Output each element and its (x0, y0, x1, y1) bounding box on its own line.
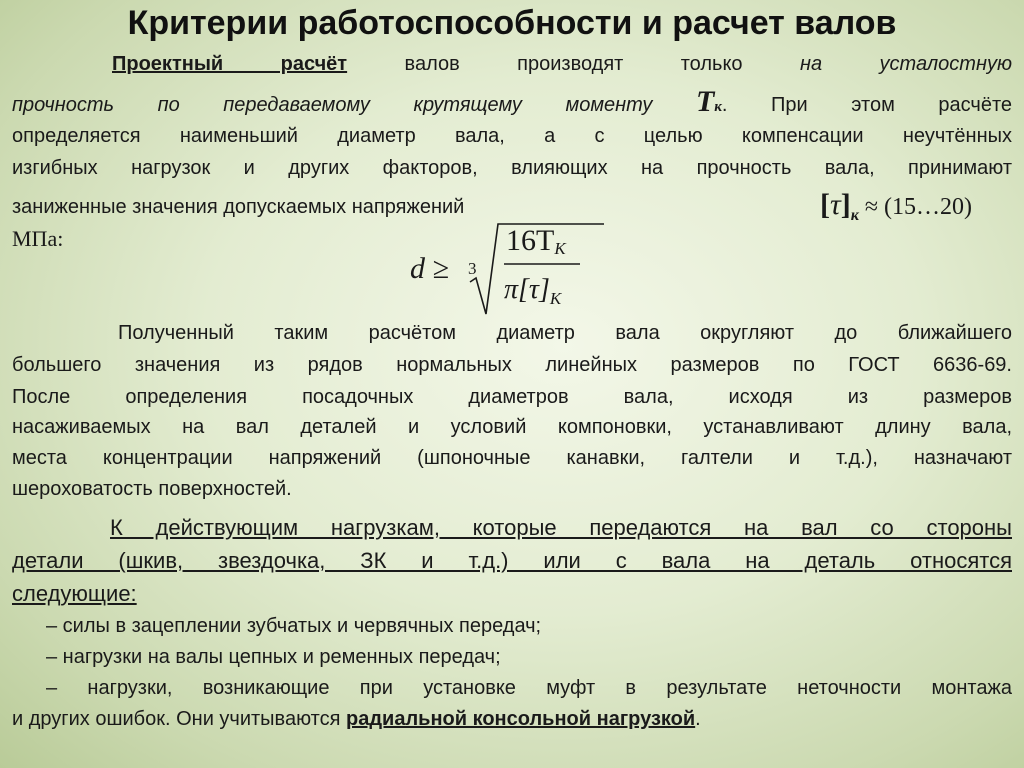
p1-line-1-text: валов производят только (404, 53, 743, 75)
p1-line-2-italic: прочность по передаваемому крутящему моменту (12, 94, 653, 116)
p2-line-2: большего значения из рядов нормальных линейных размеров по ГОСТ 6636-69. (12, 354, 1012, 376)
list-item: – нагрузки, возникающие при установке муфт в результате неточности монтажа (46, 677, 1012, 699)
p3-line-3: следующие: (12, 581, 137, 606)
radial-load-term: радиальной консольной нагрузкой (345, 708, 696, 730)
p3-line-2: детали (шкив, звездочка, ЗК и т.д.) или с вала на деталь относятся (12, 548, 1012, 573)
diameter-formula (408, 218, 608, 318)
torque-symbol: Tк (695, 85, 722, 118)
p1-line-4: изгибных нагрузок и других факторов, влияющих на прочность вала, принимают (12, 157, 1012, 179)
p2-line-6: шероховатость поверхностей. (12, 478, 292, 500)
p1-line-3: определяется наименьший диаметр вала, а с целью компенсации неучтённых (12, 125, 1012, 147)
p1-line-2-text: . При этом расчёте (721, 94, 1013, 116)
last-line-text: и других ошибок. Они учитываются (12, 708, 341, 730)
formula-numerator: 16TК (506, 224, 566, 258)
p3-line-1: К действующим нагрузкам, которые передаются на вал со стороны (110, 515, 1012, 540)
allowable-stress: $[\tau]_к$ ≈ (15…20) (820, 188, 973, 224)
last-line: и других ошибок. Они учитываются радиальной консольной нагрузкой. (12, 708, 701, 730)
formula-lhs: d ≥ (410, 252, 449, 285)
p2-line-4: насаживаемых на вал деталей и условий компоновки, устанавливают длину вала, (12, 416, 1012, 438)
list-item: – нагрузки на валы цепных и ременных передач; (46, 646, 501, 668)
p1-line-5: заниженные значения допускаемых напряжений (12, 196, 465, 218)
page-title: Критерии работоспособности и расчет валов (127, 4, 897, 42)
formula-denominator: $\pi[\tau]_К$ (504, 274, 562, 308)
p2-line-5: места концентрации напряжений (шпоночные канавки, галтели и т.д.), назначают (12, 447, 1012, 469)
p1-line-1 (112, 48, 1012, 80)
stress-unit: МПа: (12, 226, 64, 251)
p1-line-1-italic: на усталостную (799, 53, 1012, 75)
design-calc-term: Проектный расчёт (112, 53, 348, 75)
allowable-stress-value: ≈ (15…20) (864, 194, 973, 220)
p2-line-3: После определения посадочных диаметров вала, исходя из размеров (12, 386, 1012, 408)
root-index: 3 (468, 259, 477, 278)
p2-line-1: Полученный таким расчётом диаметр вала округляют до ближайшего (118, 322, 1012, 344)
p1-line-2 (12, 86, 1012, 123)
list-item: – силы в зацеплении зубчатых и червячных передач; (46, 615, 542, 637)
